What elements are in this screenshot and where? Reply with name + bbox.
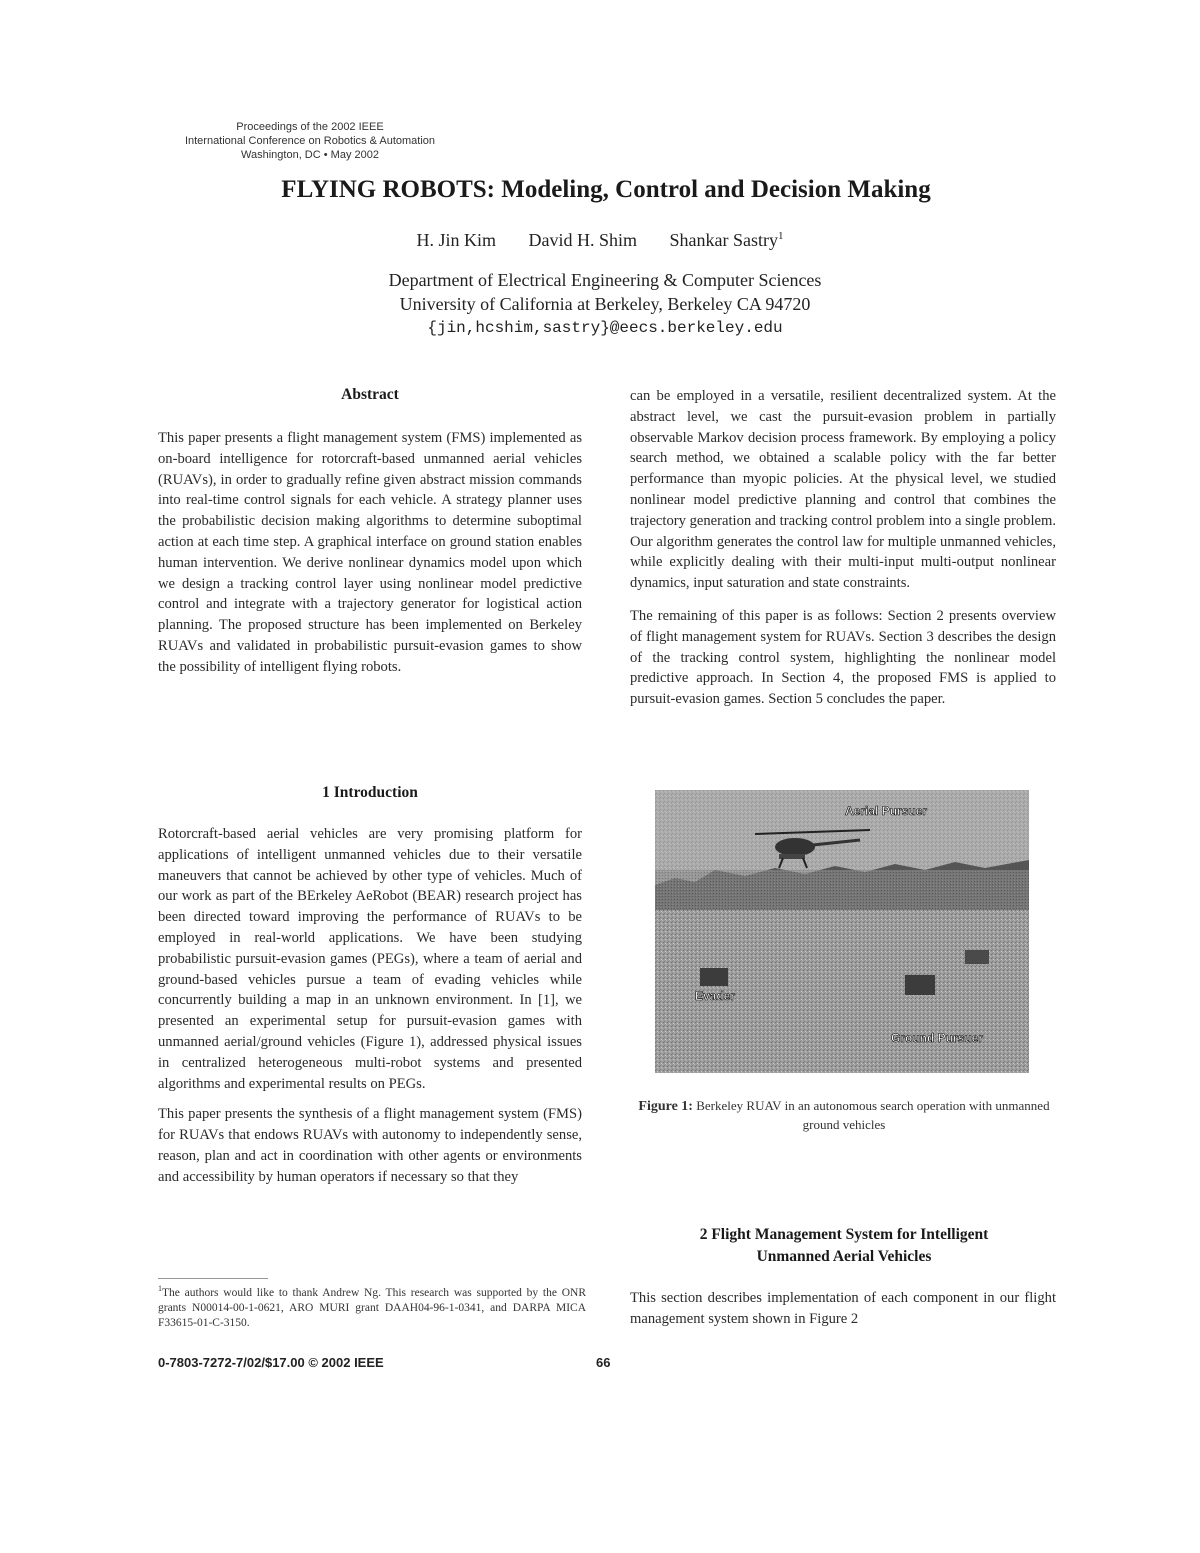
author-3 [670, 230, 784, 250]
author-1: H. Jin Kim [416, 230, 496, 250]
footnote-mark: 1 [158, 1284, 162, 1293]
abstract-body [158, 428, 582, 678]
proceedings-line-1: Proceedings of the 2002 IEEE [236, 121, 384, 133]
figure-1-caption [630, 1097, 1058, 1134]
section-2-heading-line-1: 2 Flight Management System for Intelligent [699, 1226, 989, 1243]
intro-paragraph-3: The remaining of this paper is as follows: Section 2 presents overview of flight management system for RUAVs. Section 3 describes the design of the tracking control system, highlighting the nonlinear model predictive approach. In Section 4, the proposed FMS is applied to pursuit-evasion games. Section 5 concludes the paper. [630, 607, 1056, 708]
figure-1-photo-graphic [655, 790, 1029, 1073]
evader-vehicle [700, 968, 728, 986]
section-2-heading [630, 1224, 1058, 1268]
proceedings-line-3: Washington, DC • May 2002 [241, 149, 379, 161]
figure-label-evader: Evader [695, 989, 736, 1003]
abstract-text: This paper presents a flight management system (FMS) implemented as on-board intelligence for rotorcraft-based unmanned aerial vehicles (RUAVs), in order to gradually refine given abstract mission commands into real-time control signals for each vehicle. A strategy planner uses the probabilistic decision making algorithms to determine suboptimal action at each time step. A graphical interface on ground station enables human intervention. We derive nonlinear dynamics model upon which we design a tracking control layer using nonlinear model predictive control and integrate with a trajectory generator for logistical action planning. The proposed structure has been implemented on Berkeley RUAVs and validated in probabilistic pursuit-evasion games to show the possibility of intelligent flying robots. [158, 430, 582, 675]
author-list [0, 230, 1200, 251]
abstract-heading: Abstract [341, 386, 399, 403]
affiliation-email: {jin,hcshim,sastry}@eecs.berkeley.edu [427, 319, 783, 337]
section-2-body [630, 1288, 1056, 1330]
author-3-name: Shankar Sastry [669, 230, 778, 250]
proceedings-line-2: International Conference on Robotics & Automation [184, 135, 436, 147]
intro-paragraph-2: This paper presents the synthesis of a flight management system (FMS) for RUAVs that endows RUAVs with autonomy to independently sense, reason, plan and act in coordination with other agents or environments and accessibility by human operators if necessary so that they [158, 1106, 582, 1185]
affiliation-university: University of California at Berkeley, Berkeley CA 94720 [399, 294, 811, 314]
figure-1-caption-text: Berkeley RUAV in an autonomous search operation with unmanned ground vehicles [696, 1098, 1050, 1132]
footnote [158, 1281, 586, 1331]
affiliation [0, 268, 1200, 340]
footnote-rule [158, 1278, 268, 1279]
figure-label-ground-pursuer: Ground Pursuer [891, 1031, 984, 1045]
figure-1-photo [655, 790, 1029, 1073]
intro-body [158, 824, 582, 1188]
ground-vehicle-2 [965, 950, 989, 964]
right-column-body [630, 386, 1056, 710]
author-2: David H. Shim [528, 230, 638, 250]
figure-1-caption-label: Figure 1: [638, 1099, 693, 1114]
footer-copyright: 0-7803-7272-7/02/$17.00 © 2002 IEEE [158, 1355, 384, 1370]
footer-page-number: 66 [596, 1355, 611, 1370]
section-2-text: This section describes implementation of each component in our flight management system shown in Figure 2 [630, 1290, 1056, 1327]
affiliation-department: Department of Electrical Engineering & Computer Sciences [388, 270, 822, 290]
footnote-text: The authors would like to thank Andrew Ng. This research was supported by the ONR grants N00014-00-1-0621, ARO MURI grant DAAH04-96-1-0341, and DARPA MICA F33615-01-C-3150. [158, 1286, 586, 1329]
proceedings-header [130, 120, 490, 162]
figure-label-aerial-pursuer: Aerial Pursuer [845, 804, 928, 818]
paper-title: FLYING ROBOTS: Modeling, Control and Decision Making [281, 176, 931, 203]
author-footnote-mark: 1 [778, 230, 784, 242]
intro-paragraph-2-continued: can be employed in a versatile, resilient decentralized system. At the abstract level, we cast the pursuit-evasion problem in partially observable Markov decision process framework. By employing a policy search method, we obtained a scalable policy with the far better performance than myopic policies. At the physical level, we studied nonlinear model predictive planning and control that combines the trajectory generation and tracking control problem into a single problem. Our algorithm generates the control law for multiple unmanned vehicles, while explicitly dealing with their multi-input multi-output nonlinear dynamics, input saturation and state constraints. [630, 388, 1056, 592]
intro-paragraph-1: Rotorcraft-based aerial vehicles are very promising platform for applications of intelligent unmanned vehicles due to their versatile maneuvers that cannot be achieved by other type of vehicles. Much of our work as part of the BErkeley AeRobot (BEAR) research project has been directed toward improving the performance of RUAVs to be employed in real-world applications. We have been studying probabilistic pursuit-evasion games (PEGs), where a team of aerial and ground-based vehicles pursue a team of evading vehicles while concurrently building a map in an unknown environment. In [1], we presented an experimental setup for pursuit-evasion games with unmanned aerial/ground vehicles (Figure 1), addressed physical issues in centralized heterogeneous multi-robot systems and presented algorithms and experimental results on PEGs. [158, 826, 582, 1092]
ground-pursuer-vehicle [905, 975, 935, 995]
section-2-heading-line-2: Unmanned Aerial Vehicles [756, 1248, 932, 1265]
intro-heading: 1 Introduction [322, 784, 418, 801]
